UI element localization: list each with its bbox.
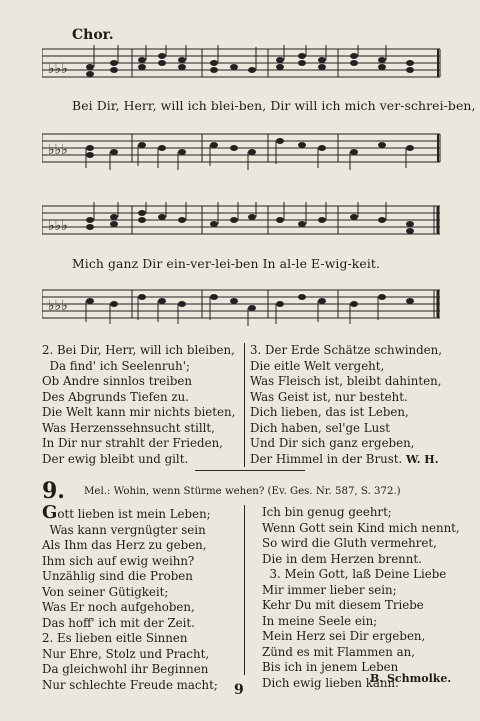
treble-staff-2 <box>42 202 442 242</box>
svg-text:♭♭♭: ♭♭♭ <box>48 142 68 158</box>
section-rule <box>195 470 305 471</box>
attribution-schmolke: B. Schmolke. <box>370 672 452 685</box>
column-divider <box>244 343 246 467</box>
column-divider-2 <box>244 505 246 675</box>
hymn9-right-column: Ich bin genug geehrt; Wenn Gott sein Kind mich nennt, So wird die Gluth vermehret, Die in dem Herzen brennt. 3. Mein Gott, laß Deine Liebe Mir immer lieber sein; Kehr Du mit diesem Triebe In meine Seele ein; Mein Herz sei Dir ergeben, Zünd es mit Flammen an, Bis ich in jenem Leben Dich ewig lieben kann. <box>262 505 460 690</box>
stanza-3: 3. Der Erde Schätze schwinden, Die eitle Welt vergeht, Was Fleisch ist, bleibt dahinten, Was Geist ist, nur besteht. Dich lieben, das ist Leben, Dich haben, sel'ge Lust Und Dir sich ganz ergeben, Der Himmel in der Brust. <box>250 343 442 466</box>
bass-staff-1 <box>42 130 442 170</box>
lyrics-line-2: Mich ganz Dir ein-ver-lei-ben In al-le E-wig-keit. <box>72 256 381 271</box>
svg-text:♭♭♭: ♭♭♭ <box>48 218 68 234</box>
melody-reference: Mel.: Wohin, wenn Stürme wehen? (Ev. Ges. Nr. 587, S. 372.) <box>84 486 401 497</box>
bass-staff-2 <box>42 286 442 326</box>
lyrics-line-1: Bei Dir, Herr, will ich blei-ben, Dir will ich mich ver-schrei-ben, <box>72 98 476 113</box>
chor-label: Chor. <box>72 27 114 43</box>
hymn-number: 9. <box>42 478 65 504</box>
attribution-wh: W. H. <box>406 453 439 466</box>
hymn9-stanza1: Was kann vergnügter sein Als Ihm das Herz zu geben, Ihm sich auf ewig weihn? Unzählig sind die Proben Von seiner Gütigkeit; Was Er noch aufgehoben, Das hoff' ich mit der Zeit. <box>42 522 207 630</box>
page-number: 9 <box>234 682 244 698</box>
hymn9-first-line: ott lieben ist mein Leben; <box>57 507 211 521</box>
stanza-2: 2. Bei Dir, Herr, will ich bleiben, Da find' ich Seelenruh'; Ob Andre sinnlos treiben Des Abgrunds Tiefen zu. Die Welt kann mir nichts bieten, Was Herzenssehnsucht stillt, In Dir nur strahlt der Frieden, Der ewig bleibt und gilt. <box>42 343 236 466</box>
svg-text:♭♭♭: ♭♭♭ <box>48 298 68 314</box>
dropcap: G <box>42 502 58 523</box>
hymn9-stanza2: 2. Es lieben eitle Sinnen Nur Ehre, Stolz und Pracht, Da gleichwohl ihr Beginnen Nur schlechte Freude macht; <box>42 631 218 692</box>
hymn9-left-column <box>42 502 218 693</box>
svg-text:♭♭♭: ♭♭♭ <box>48 61 68 77</box>
treble-staff-1 <box>42 45 442 85</box>
